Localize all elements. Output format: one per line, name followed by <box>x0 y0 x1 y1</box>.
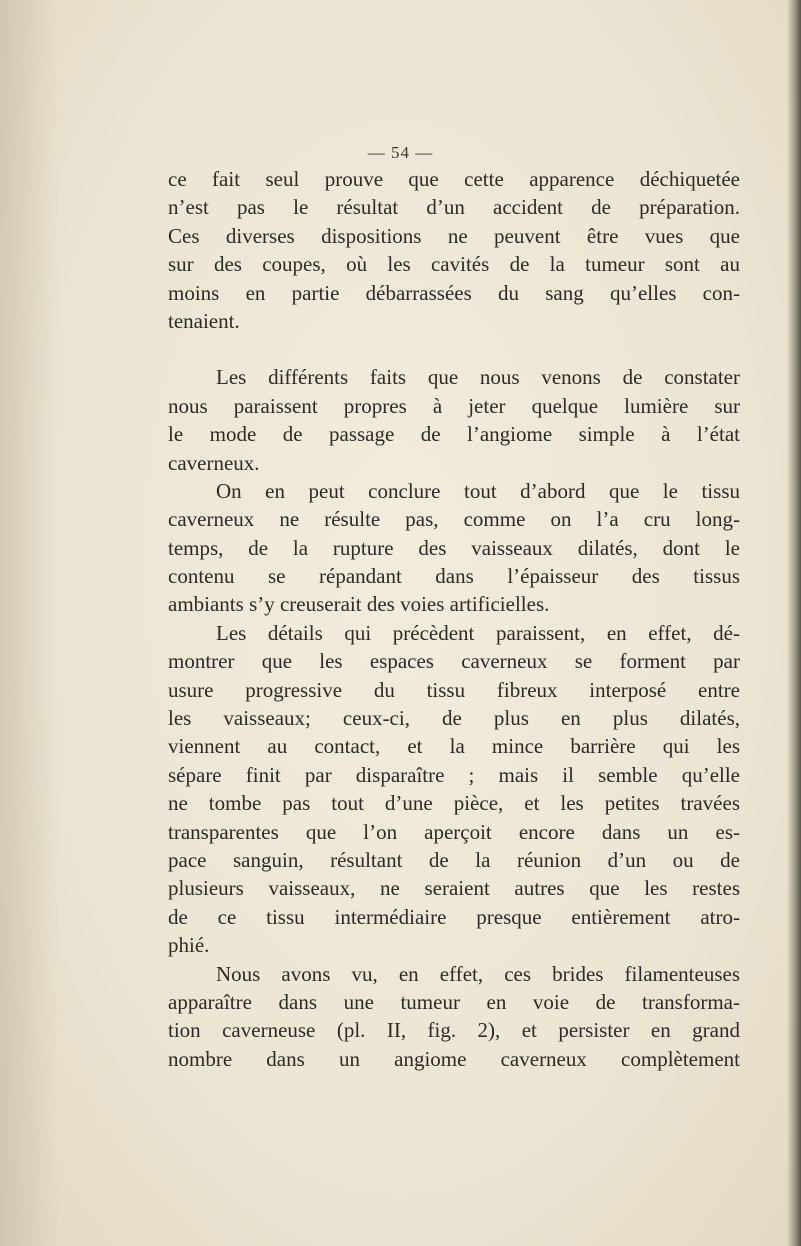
page-number: — 54 — <box>367 143 434 162</box>
text-line: transparentes que l’on aperçoit encore dans un es- <box>168 819 740 844</box>
text-line: pace sanguin, résultant de la réunion d’un ou de <box>168 847 740 872</box>
text-line: On en peut conclure tout d’abord que le tissu <box>216 478 740 503</box>
text-line: caverneux ne résulte pas, comme on l’a cru long- <box>168 507 740 532</box>
text-line: usure progressive du tissu fibreux interposé entre <box>168 677 740 702</box>
text-line: sur des coupes, où les cavités de la tumeur sont au <box>168 252 740 277</box>
page-shadow-left <box>0 0 60 1246</box>
text-line: nous paraissent propres à jeter quelque lumière sur <box>168 393 740 418</box>
text-line: Nous avons vu, en effet, ces brides filamenteuses <box>216 961 740 986</box>
text-line: Les différents faits que nous venons de constater <box>216 365 740 390</box>
text-line: ne tombe pas tout d’une pièce, et les petites travées <box>168 791 740 816</box>
paragraph <box>168 619 740 960</box>
text-line: Ces diverses dispositions ne peuvent être vues que <box>168 223 740 248</box>
body-text <box>168 165 740 1073</box>
text-line: sépare finit par disparaître ; mais il semble qu’elle <box>168 762 740 787</box>
text-line: tion caverneuse (pl. II, fig. 2), et persister en grand <box>168 1018 740 1043</box>
text-line: caverneux. <box>168 450 260 475</box>
text-line: moins en partie débarrassées du sang qu’elles con- <box>168 280 740 305</box>
text-line: temps, de la rupture des vaisseaux dilatés, dont le <box>168 535 740 560</box>
text-line: tenaient. <box>168 308 240 333</box>
paragraph <box>168 477 740 619</box>
text-line: nombre dans un angiome caverneux complètement <box>168 1046 740 1071</box>
page-edge-right <box>787 0 801 1246</box>
paragraph <box>168 960 740 1074</box>
text-line: ambiants s’y creuserait des voies artificielles. <box>168 592 550 617</box>
text-line: les vaisseaux; ceux-ci, de plus en plus dilatés, <box>168 706 740 731</box>
text-line: le mode de passage de l’angiome simple à l’état <box>168 422 740 447</box>
text-line: contenu se répandant dans l’épaisseur des tissus <box>168 564 740 589</box>
paragraph-gap <box>168 335 740 363</box>
text-line: de ce tissu intermédiaire presque entièrement atro- <box>168 904 740 929</box>
paragraph <box>168 165 740 335</box>
text-line: montrer que les espaces caverneux se forment par <box>168 649 740 674</box>
text-line: ce fait seul prouve que cette apparence déchiquetée <box>168 167 740 191</box>
text-line: n’est pas le résultat d’un accident de préparation. <box>168 195 740 220</box>
text-line: Les détails qui précèdent paraissent, en effet, dé- <box>216 620 740 645</box>
paragraph <box>168 363 740 477</box>
text-line: viennent au contact, et la mince barrière qui les <box>168 734 740 759</box>
text-line: phié. <box>168 933 210 958</box>
text-line: plusieurs vaisseaux, ne seraient autres que les restes <box>168 876 740 901</box>
text-line: apparaître dans une tumeur en voie de transforma- <box>168 989 740 1014</box>
